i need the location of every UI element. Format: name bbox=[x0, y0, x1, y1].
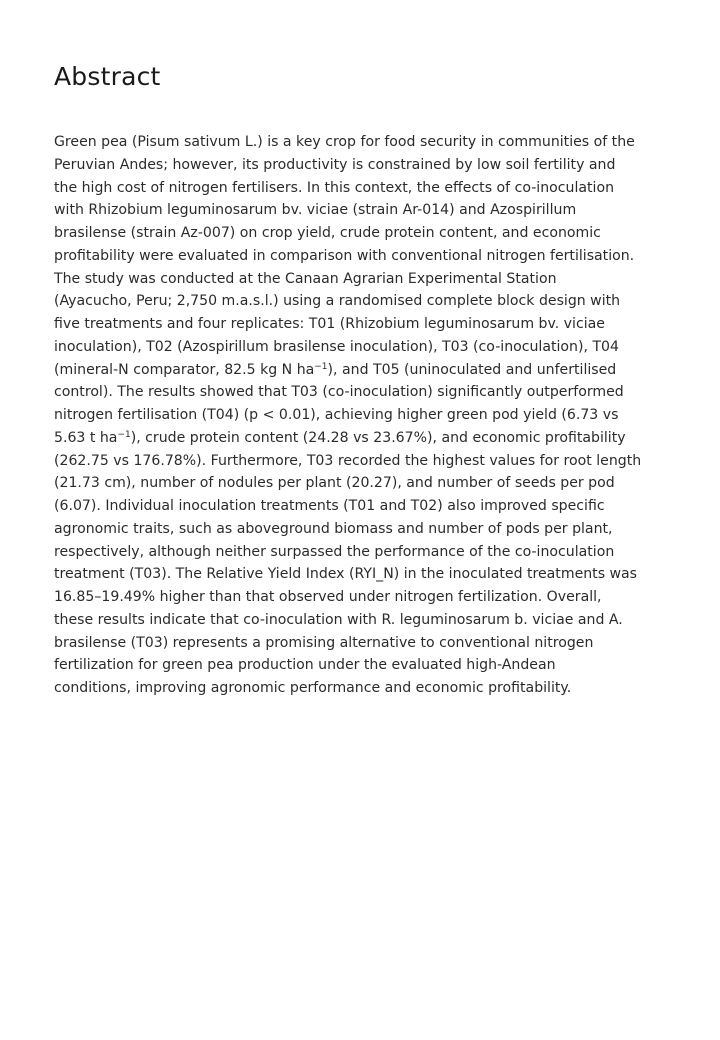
abstract-line: these results indicate that co-inoculation with R. leguminosarum b. viciae and A. bbox=[54, 611, 623, 628]
abstract-line: treatment (T03). The Relative Yield Index (RYI_N) in the inoculated treatments was bbox=[54, 566, 638, 583]
abstract-line bbox=[54, 427, 678, 450]
abstract-line: Peruvian Andes; however, its productivity is constrained by low soil fertility and bbox=[54, 156, 616, 173]
abstract-line: nitrogen fertilisation (T04) (p < 0.01), achieving higher green pod yield (6.73 vs bbox=[54, 407, 619, 423]
abstract-line: (Ayacucho, Peru; 2,750 m.a.s.l.) using a randomised complete block design with bbox=[54, 293, 621, 310]
abstract-line: 16.85–19.49% higher than that observed under nitrogen fertilization. Overall, bbox=[54, 589, 602, 605]
abstract-line: respectively, although neither surpassed the performance of the co-inoculation bbox=[54, 543, 615, 560]
abstract-line: control). The results showed that T03 (co-inoculation) significantly outperformed bbox=[54, 384, 624, 401]
abstract-line: The study was conducted at the Canaan Agrarian Experimental Station bbox=[54, 270, 557, 287]
abstract-line: agronomic traits, such as aboveground biomass and number of pods per plant, bbox=[54, 520, 613, 537]
abstract-line: (6.07). Individual inoculation treatments (T01 and T02) also improved specific bbox=[54, 498, 605, 514]
line-text: (mineral-N comparator, 82.5 kg N ha bbox=[54, 361, 315, 378]
abstract-line bbox=[54, 359, 678, 382]
line-text: ), crude protein content (24.28 vs 23.67%), and economic profitability bbox=[130, 429, 626, 446]
abstract-line: conditions, improving agronomic performance and economic profitability. bbox=[54, 680, 572, 696]
abstract-line: Green pea (Pisum sativum L.) is a key crop for food security in communities of the bbox=[54, 134, 635, 150]
abstract-line: (21.73 cm), number of nodules per plant (20.27), and number of seeds per pod bbox=[54, 475, 615, 492]
superscript: −1 bbox=[117, 429, 131, 440]
abstract-line: five treatments and four replicates: T01 (Rhizobium leguminosarum bv. viciae bbox=[54, 316, 605, 332]
abstract-line: brasilense (T03) represents a promising alternative to conventional nitrogen bbox=[54, 634, 594, 651]
abstract-line: fertilization for green pea production under the evaluated high-Andean bbox=[54, 657, 556, 674]
abstract-heading: Abstract bbox=[54, 62, 161, 91]
abstract-line: profitability were evaluated in comparison with conventional nitrogen fertilisation. bbox=[54, 247, 635, 264]
abstract-line: brasilense (strain Az-007) on crop yield, crude protein content, and economic bbox=[54, 225, 601, 241]
abstract-line: (262.75 vs 176.78%). Furthermore, T03 recorded the highest values for root length bbox=[54, 452, 642, 469]
abstract-line: with Rhizobium leguminosarum bv. viciae (strain Ar-014) and Azospirillum bbox=[54, 202, 577, 219]
line-text: 5.63 t ha bbox=[54, 429, 118, 446]
line-text: ), and T05 (uninoculated and unfertilised bbox=[327, 361, 617, 378]
abstract-line: the high cost of nitrogen fertilisers. In this context, the effects of co-inoculation bbox=[54, 179, 615, 196]
abstract-body bbox=[54, 131, 678, 700]
superscript: −1 bbox=[314, 361, 328, 372]
abstract-line: inoculation), T02 (Azospirillum brasilense inoculation), T03 (co-inoculation), T04 bbox=[54, 338, 619, 355]
